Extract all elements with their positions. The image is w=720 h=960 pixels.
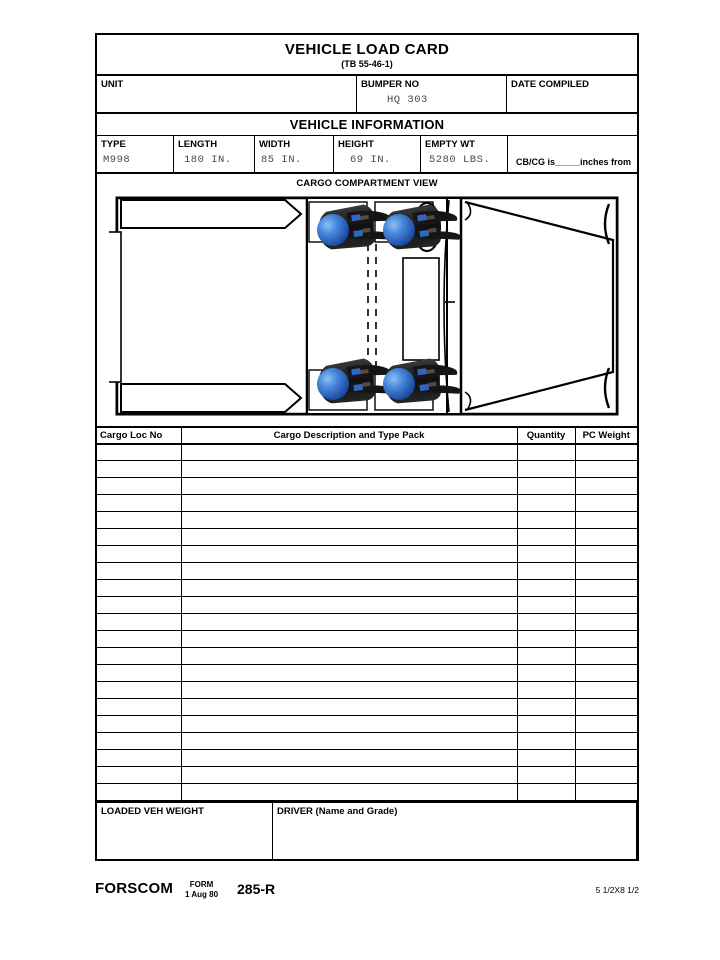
cargo-cell-desc[interactable] — [181, 750, 517, 767]
cargo-cell-wt[interactable] — [575, 733, 637, 750]
hood-taper — [465, 202, 613, 410]
table-row[interactable] — [97, 716, 637, 733]
cargo-cell-wt[interactable] — [575, 614, 637, 631]
cargo-cell-qty[interactable] — [517, 512, 575, 529]
cbcg-note: CB/CG is_____inches from — [516, 156, 632, 167]
cargo-cell-loc[interactable] — [97, 716, 181, 733]
cargo-cell-wt[interactable] — [575, 495, 637, 512]
table-row[interactable] — [97, 767, 637, 784]
driver-value — [273, 818, 636, 822]
cargo-cell-desc[interactable] — [181, 665, 517, 682]
cargo-cell-desc[interactable] — [181, 784, 517, 801]
cargo-cell-wt[interactable] — [575, 597, 637, 614]
type-value: M998 — [103, 154, 131, 167]
footer-form-date: 1 Aug 80 — [185, 890, 219, 899]
cargo-cell-loc[interactable] — [97, 444, 181, 461]
cargo-cell-loc[interactable] — [97, 682, 181, 699]
table-row[interactable] — [97, 478, 637, 495]
cargo-cell-qty[interactable] — [517, 784, 575, 801]
empty-wt-value: 5280 LBS. — [429, 154, 491, 167]
length-field[interactable] — [174, 136, 255, 172]
cargo-cell-desc[interactable] — [181, 682, 517, 699]
table-row[interactable] — [97, 631, 637, 648]
loaded-veh-weight-value — [97, 818, 272, 822]
bumper-no-label: BUMPER NO — [361, 78, 420, 90]
cargo-cell-wt[interactable] — [575, 580, 637, 597]
cargo-cell-qty[interactable] — [517, 529, 575, 546]
table-row[interactable] — [97, 699, 637, 716]
table-row[interactable] — [97, 444, 637, 461]
cargo-cell-wt[interactable] — [575, 750, 637, 767]
cargo-cell-qty[interactable] — [517, 631, 575, 648]
date-compiled-value — [507, 90, 637, 94]
cargo-cell-qty[interactable] — [517, 716, 575, 733]
cargo-cell-loc[interactable] — [97, 512, 181, 529]
firewall — [447, 198, 461, 414]
loaded-veh-weight-field[interactable] — [97, 803, 273, 859]
cargo-cell-loc[interactable] — [97, 767, 181, 784]
table-row[interactable] — [97, 597, 637, 614]
cargo-cell-loc[interactable] — [97, 733, 181, 750]
empty-wt-label: EMPTY WT — [425, 138, 475, 150]
cargo-cell-desc[interactable] — [181, 580, 517, 597]
cargo-cell-wt[interactable] — [575, 546, 637, 563]
table-row[interactable] — [97, 614, 637, 631]
cargo-cell-qty[interactable] — [517, 733, 575, 750]
cargo-cell-wt[interactable] — [575, 529, 637, 546]
table-row[interactable] — [97, 665, 637, 682]
page-title: VEHICLE LOAD CARD — [284, 41, 450, 58]
cargo-cell-qty[interactable] — [517, 665, 575, 682]
cargo-bed — [117, 198, 307, 414]
cargo-cell-loc[interactable] — [97, 614, 181, 631]
cbcg-field[interactable] — [508, 136, 637, 172]
cargo-cell-wt[interactable] — [575, 478, 637, 495]
column-header-cargo-loc-no: Cargo Loc No — [97, 428, 181, 444]
cargo-cell-loc[interactable] — [97, 478, 181, 495]
vehicle-load-card-form — [95, 33, 639, 861]
table-row[interactable] — [97, 682, 637, 699]
cargo-cell-desc[interactable] — [181, 478, 517, 495]
table-row[interactable] — [97, 512, 637, 529]
cargo-cell-loc[interactable] — [97, 580, 181, 597]
vehicle-plan-view-svg — [109, 192, 625, 420]
height-label: HEIGHT — [338, 138, 374, 150]
footer-agency: FORSCOM — [95, 880, 174, 897]
cargo-cell-loc[interactable] — [97, 665, 181, 682]
cargo-cell-qty[interactable] — [517, 699, 575, 716]
cargo-table-body — [97, 444, 637, 801]
identity-row — [97, 76, 637, 114]
column-header-quantity: Quantity — [517, 428, 575, 444]
table-row[interactable] — [97, 750, 637, 767]
cargo-cell-desc[interactable] — [181, 716, 517, 733]
type-label: TYPE — [101, 138, 126, 150]
cargo-compartment-view-band: CARGO COMPARTMENT VIEW — [296, 177, 438, 189]
table-row[interactable] — [97, 495, 637, 512]
unit-label: UNIT — [101, 78, 124, 90]
cargo-cell-loc[interactable] — [97, 461, 181, 478]
bottom-block — [97, 801, 637, 859]
bumper-no-value: HQ 303 — [387, 94, 428, 107]
footer-paper-size: 5 1/2X8 1/2 — [595, 885, 639, 895]
empty-wt-field[interactable] — [421, 136, 508, 172]
bench-right-rear — [121, 384, 301, 412]
length-label: LENGTH — [178, 138, 218, 150]
cargo-cell-desc[interactable] — [181, 529, 517, 546]
type-field[interactable] — [97, 136, 174, 172]
form-footer — [95, 878, 639, 904]
footer-form-number: 285-R — [237, 881, 276, 897]
table-row[interactable] — [97, 546, 637, 563]
footer-form-designation — [185, 880, 218, 900]
cargo-table — [97, 428, 637, 802]
cargo-cell-desc[interactable] — [181, 461, 517, 478]
table-row[interactable] — [97, 784, 637, 801]
cargo-cell-qty[interactable] — [517, 614, 575, 631]
cargo-compartment-diagram — [97, 192, 637, 428]
form-reference: (TB 55-46-1) — [341, 59, 393, 70]
bench-left-rear — [121, 200, 301, 228]
cargo-cell-wt[interactable] — [575, 665, 637, 682]
console-box — [403, 258, 439, 360]
cargo-cell-desc[interactable] — [181, 699, 517, 716]
table-row[interactable] — [97, 461, 637, 478]
cargo-cell-loc[interactable] — [97, 563, 181, 580]
unit-value — [97, 90, 356, 94]
cargo-cell-desc[interactable] — [181, 563, 517, 580]
cargo-cell-loc[interactable] — [97, 750, 181, 767]
cargo-cell-loc[interactable] — [97, 546, 181, 563]
unit-field[interactable] — [97, 76, 357, 112]
date-compiled-label: DATE COMPILED — [511, 78, 589, 90]
footer-form-word: FORM — [189, 880, 214, 889]
table-row[interactable] — [97, 733, 637, 750]
cargo-cell-qty[interactable] — [517, 461, 575, 478]
cargo-table-header-row — [97, 428, 637, 444]
cargo-cell-qty[interactable] — [517, 597, 575, 614]
cargo-cell-desc[interactable] — [181, 733, 517, 750]
cargo-cell-desc[interactable] — [181, 597, 517, 614]
table-row[interactable] — [97, 563, 637, 580]
cargo-cell-qty[interactable] — [517, 444, 575, 461]
height-field[interactable] — [334, 136, 421, 172]
cargo-cell-loc[interactable] — [97, 631, 181, 648]
cargo-cell-wt[interactable] — [575, 648, 637, 665]
date-compiled-field[interactable] — [507, 76, 637, 112]
cargo-cell-desc[interactable] — [181, 444, 517, 461]
cargo-cell-loc[interactable] — [97, 784, 181, 801]
width-value: 85 IN. — [261, 154, 302, 167]
cargo-cell-qty[interactable] — [517, 767, 575, 784]
tailgate — [109, 232, 121, 382]
driver-label: DRIVER (Name and Grade) — [277, 806, 398, 818]
cargo-cell-wt[interactable] — [575, 461, 637, 478]
cargo-cell-qty[interactable] — [517, 682, 575, 699]
cargo-cell-qty[interactable] — [517, 495, 575, 512]
vehicle-information-band: VEHICLE INFORMATION — [97, 114, 637, 136]
cargo-cell-qty[interactable] — [517, 750, 575, 767]
cargo-cell-qty[interactable] — [517, 546, 575, 563]
cargo-cell-qty[interactable] — [517, 580, 575, 597]
length-value: 180 IN. — [184, 154, 232, 167]
cargo-cell-wt[interactable] — [575, 563, 637, 580]
table-row[interactable] — [97, 648, 637, 665]
cargo-cell-loc[interactable] — [97, 597, 181, 614]
cargo-cell-loc[interactable] — [97, 648, 181, 665]
cargo-cell-loc[interactable] — [97, 495, 181, 512]
cargo-cell-wt[interactable] — [575, 716, 637, 733]
cargo-cell-desc[interactable] — [181, 767, 517, 784]
cargo-cell-desc[interactable] — [181, 631, 517, 648]
cargo-cell-loc[interactable] — [97, 699, 181, 716]
cargo-cell-desc[interactable] — [181, 495, 517, 512]
height-value: 69 IN. — [350, 154, 391, 167]
cargo-cell-wt[interactable] — [575, 784, 637, 801]
cargo-cell-qty[interactable] — [517, 563, 575, 580]
cargo-cell-desc[interactable] — [181, 648, 517, 665]
cargo-cell-qty[interactable] — [517, 648, 575, 665]
cargo-cell-wt[interactable] — [575, 444, 637, 461]
cargo-cell-wt[interactable] — [575, 512, 637, 529]
cargo-cell-qty[interactable] — [517, 478, 575, 495]
cargo-cell-desc[interactable] — [181, 512, 517, 529]
loaded-veh-weight-label: LOADED VEH WEIGHT — [101, 806, 204, 818]
table-row[interactable] — [97, 580, 637, 597]
driver-field[interactable] — [273, 803, 637, 859]
bumper-no-field[interactable] — [357, 76, 507, 112]
width-label: WIDTH — [259, 138, 291, 150]
cargo-cell-wt[interactable] — [575, 699, 637, 716]
cargo-cell-wt[interactable] — [575, 682, 637, 699]
cargo-cell-wt[interactable] — [575, 767, 637, 784]
table-row[interactable] — [97, 529, 637, 546]
form-title-band — [97, 35, 637, 76]
cargo-cell-loc[interactable] — [97, 529, 181, 546]
cargo-cell-desc[interactable] — [181, 614, 517, 631]
vehicle-information-row — [97, 136, 637, 174]
column-header-pc-weight: PC Weight — [575, 428, 637, 444]
cargo-cell-wt[interactable] — [575, 631, 637, 648]
width-field[interactable] — [255, 136, 334, 172]
column-header-cargo-description: Cargo Description and Type Pack — [181, 428, 517, 444]
cargo-cell-desc[interactable] — [181, 546, 517, 563]
